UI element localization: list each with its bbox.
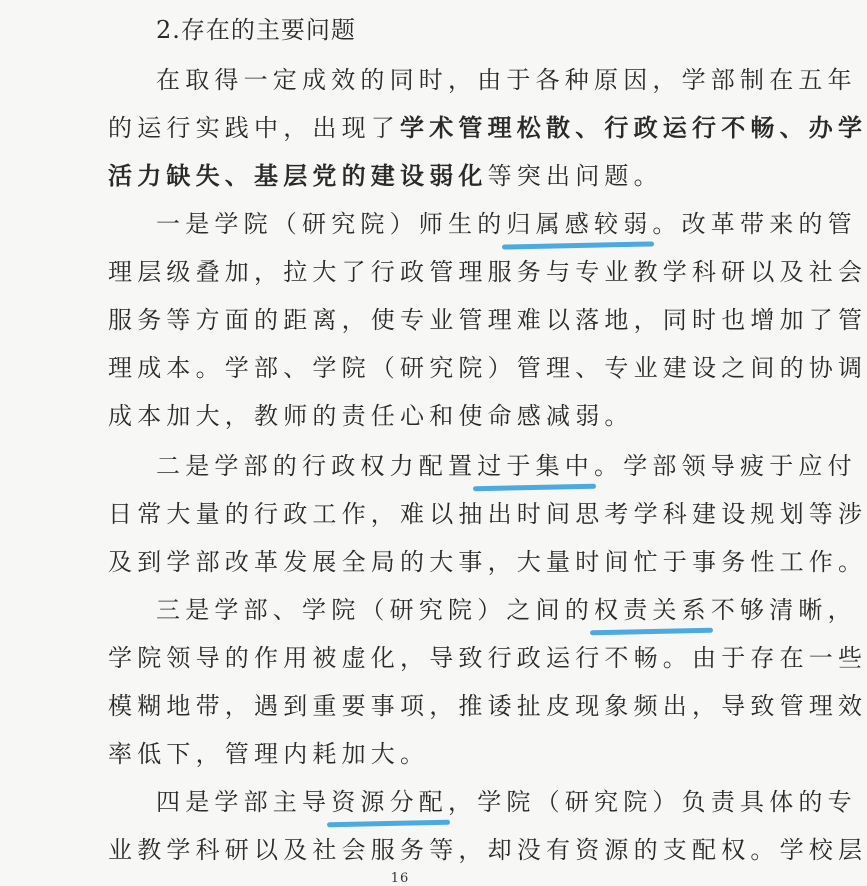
- section-heading: 2.存在的主要问题: [156, 16, 356, 44]
- text-run: ，学院（研究院）负责具体的专: [448, 788, 857, 816]
- text-run: 二是学部的行政权力配置: [156, 452, 478, 480]
- paragraph-4-line-1: [156, 594, 857, 626]
- paragraph-2-line-1: [156, 208, 857, 240]
- highlighted-phrase: 权责关系: [594, 596, 711, 624]
- paragraph-4-line-4: 率低下，管理内耗加大。: [108, 740, 430, 768]
- text-run: 。学部领导疲于应付: [594, 452, 857, 480]
- paragraph-3-line-3: 及到学部改革发展全局的大事，大量时间忙于事务性工作。: [108, 548, 867, 576]
- bold-text: 活力缺失、基层党的建设弱化: [108, 161, 488, 190]
- paragraph-4-line-3: 模糊地带，遇到重要事项，推诿扯皮现象频出，导致管理效: [108, 692, 867, 720]
- text-run: 的运行实践中，出现了: [108, 114, 400, 142]
- text-run: 四是学部主导: [156, 788, 332, 816]
- paragraph-1-line-3: [108, 160, 748, 192]
- paragraph-3-line-2: 日常大量的行政工作，难以抽出时间思考学科建设规划等涉: [108, 500, 867, 528]
- text-run: 等突出问题。: [487, 162, 663, 190]
- paragraph-2-line-4: 理成本。学部、学院（研究院）管理、专业建设之间的协调: [108, 354, 867, 382]
- page-number: 16: [390, 871, 410, 886]
- paragraph-2-line-5: 成本加大，教师的责任心和使命感减弱。: [108, 402, 634, 430]
- highlighted-phrase: 归属感较弱: [506, 210, 653, 238]
- paragraph-5-line-1: [156, 786, 857, 818]
- paragraph-3-line-1: [156, 450, 857, 482]
- text-run: 不够清晰，: [710, 596, 857, 624]
- highlighted-phrase: 资源分配: [331, 788, 449, 816]
- paragraph-1-line-1: 在取得一定成效的同时，由于各种原因，学部制在五年: [156, 66, 857, 94]
- paragraph-2-line-3: 服务等方面的距离，使专业管理难以落地，同时也增加了管: [108, 306, 867, 334]
- text-run: 三是学部、学院（研究院）之间的: [156, 596, 594, 624]
- paragraph-4-line-2: 学院领导的作用被虚化，导致行政运行不畅。由于存在一些: [108, 644, 867, 672]
- highlighted-phrase: 过于集中: [477, 452, 595, 480]
- text-run: 。改革带来的管: [652, 210, 857, 238]
- text-run: 一是学院（研究院）师生的: [156, 210, 507, 238]
- paragraph-1-line-2: [108, 112, 867, 144]
- paragraph-5-line-2: 业教学科研以及社会服务等，却没有资源的支配权。学校层: [108, 836, 867, 864]
- paragraph-2-line-2: 理层级叠加，拉大了行政管理服务与专业教学科研以及社会: [108, 258, 867, 286]
- bold-text: 学术管理松散、行政运行不畅、办学: [400, 113, 867, 142]
